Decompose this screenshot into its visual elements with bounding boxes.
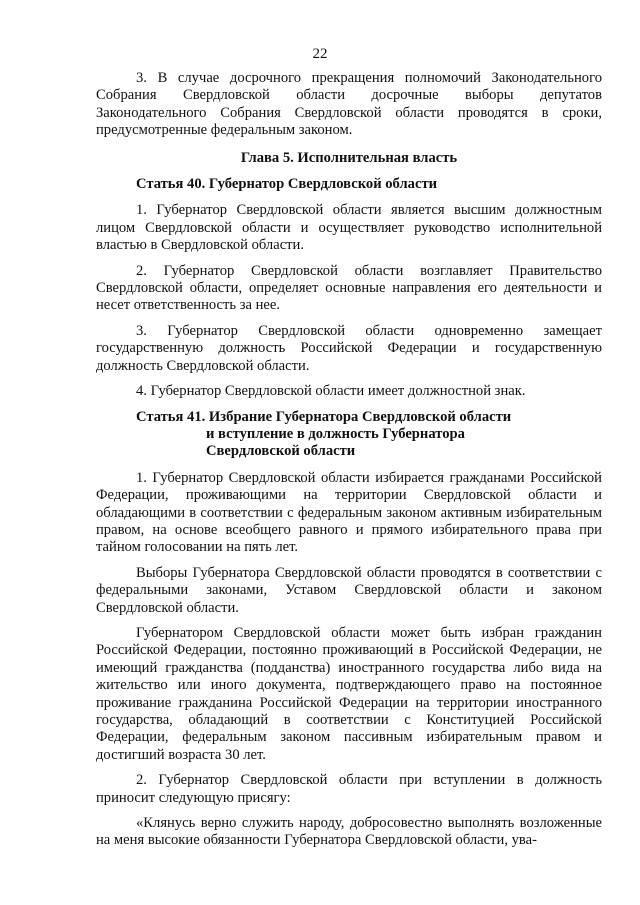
chapter-heading: Глава 5. Исполнительная власть [240, 149, 458, 166]
article-40-heading: Статья 40. Губернатор Свердловской области [136, 176, 438, 193]
article-40-paragraph-1: 1. Губернатор Свердловской области является высшим должностным лицом Свердловской области и осуществляет руководство исполнительной властью в Свердловской области. [96, 202, 602, 254]
paragraph-elections-early: 3. В случае досрочного прекращения полномочий Законодательного Собрания Свердловской области досрочные выборы депутатов Законодательного Собрания Свердловской области проводятся в сроки, предусмотренные федеральным законом. [96, 70, 602, 139]
article-41-heading [136, 409, 602, 461]
article-41-paragraph-1: 1. Губернатор Свердловской области избирается гражданами Российской Федерации, проживающими на территории Свердловской области и обладающими в соответствии с федеральным законом активным избирательным правом, на основе всеобщего равного и прямого избирательного права при тайном голосовании на пять лет. [96, 469, 602, 556]
article-40-paragraph-2: 2. Губернатор Свердловской области возглавляет Правительство Свердловской области, определяет основные направления его деятельности и несет ответственность за нее. [96, 262, 602, 314]
article-41-heading-line-2: и вступление в должность Губернатора [206, 425, 465, 442]
article-41-paragraph-3: Губернатором Свердловской области может быть избран гражданин Российской Федерации, постоянно проживающий в Российской Федерации, не имеющий гражданства (подданства) иностранного государства либо вида на жительство или иного документа, подтверждающего право на постоянное проживание гражданина Российской Федерации на территории иностранного государства, обладающий в соответствии с Конституцией Российской Федерации, федеральным законом пассивным избирательным правом и достигший возраста 30 лет. [96, 624, 602, 763]
document-body [96, 70, 602, 858]
article-40-paragraph-3: 3. Губернатор Свердловской области одновременно замещает государственную должность Российской Федерации и государственную должность Свердловской области. [96, 322, 602, 374]
article-40-paragraph-4: 4. Губернатор Свердловской области имеет должностной знак. [136, 383, 526, 400]
article-41-paragraph-4: 2. Губернатор Свердловской области при вступлении в должность приносит следующую присягу: [96, 772, 602, 806]
article-41-paragraph-2: Выборы Губернатора Свердловской области проводятся в соответствии с федеральными законами, Уставом Свердловской области и законом Свердловской области. [96, 564, 602, 616]
article-41-oath-text: «Клянусь верно служить народу, добросовестно выполнять возложенные на меня высокие обязанности Губернатора Свердловской области, ува- [96, 815, 602, 849]
page-number: 22 [312, 46, 328, 62]
article-41-heading-line-3: Свердловской области [206, 443, 356, 460]
article-41-heading-line-1: Статья 41. Избрание Губернатора Свердловской области [136, 408, 512, 425]
